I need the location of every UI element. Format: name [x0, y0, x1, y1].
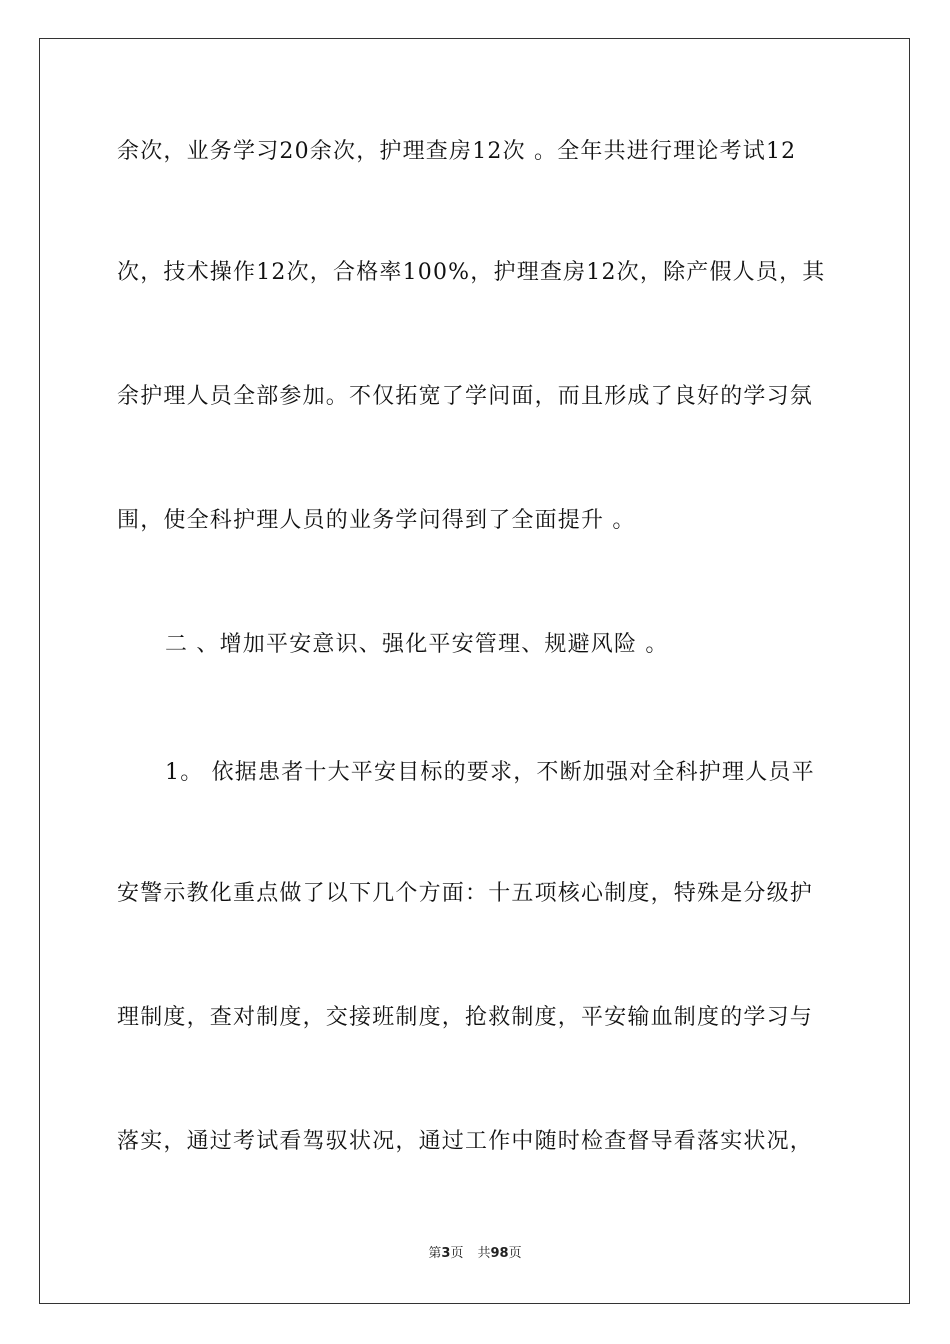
body-text-line-2: 次，技术操作12次，合格率100%，护理查房12次，除产假人员，其	[117, 260, 826, 285]
total-suffix: 页	[508, 1246, 522, 1261]
page-border	[39, 38, 910, 1304]
body-text-line-4: 围，使全科护理人员的业务学问得到了全面提升 。	[117, 508, 636, 533]
body-text-line-1: 余次，业务学习20余次，护理查房12次 。全年共进行理论考试12	[117, 139, 797, 164]
body-text-line-8: 理制度，查对制度，交接班制度，抢救制度，平安输血制度的学习与	[117, 1005, 814, 1030]
body-text-line-7: 安警示教化重点做了以下几个方面：十五项核心制度，特殊是分级护	[117, 881, 814, 906]
page-suffix: 页	[450, 1246, 464, 1261]
body-text-line-6: 1。 依据患者十大平安目标的要求，不断加强对全科护理人员平	[165, 760, 815, 785]
body-text-line-3: 余护理人员全部参加。不仅拓宽了学问面，而且形成了良好的学习氛	[117, 384, 814, 409]
total-pages: 98	[490, 1246, 509, 1261]
page-footer	[0, 1245, 950, 1263]
page-number: 3	[441, 1246, 451, 1261]
body-text-line-9: 落实，通过考试看驾驭状况，通过工作中随时检查督导看落实状况，	[117, 1129, 814, 1154]
total-prefix: 共	[477, 1246, 491, 1261]
section-heading: 二 、增加平安意识、强化平安管理、规避风险 。	[165, 632, 669, 657]
page-prefix: 第	[428, 1246, 442, 1261]
